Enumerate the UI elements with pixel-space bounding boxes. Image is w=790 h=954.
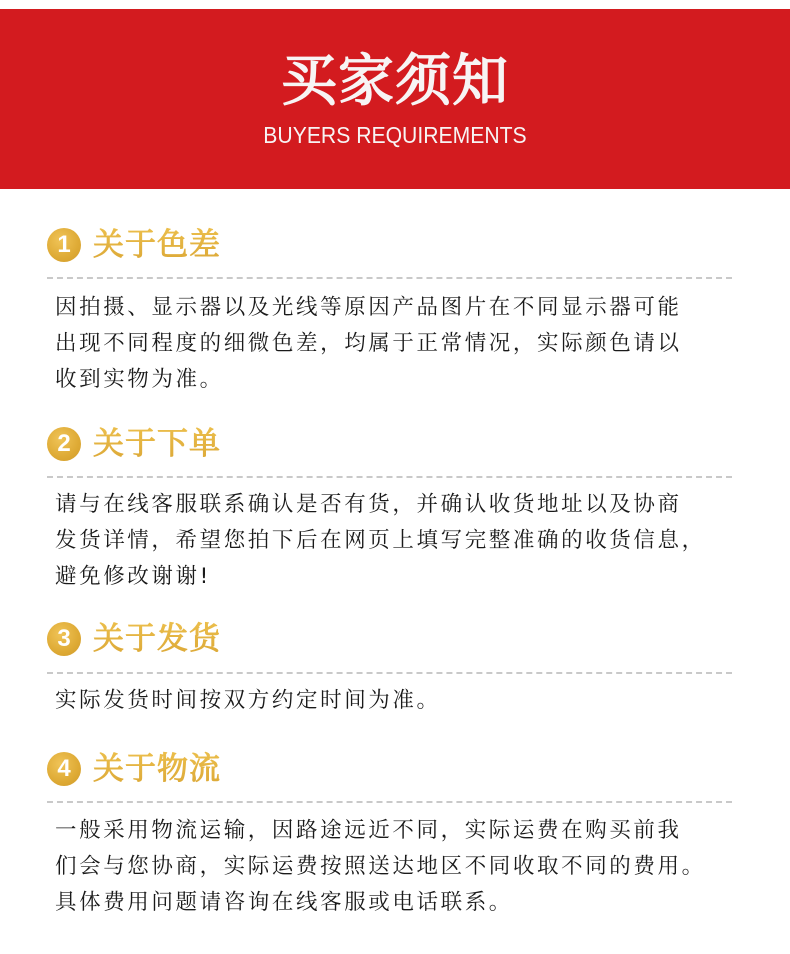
section-header [47,226,221,264]
body-line: 请与在线客服联系确认是否有货，并确认收货地址以及协商 [55,492,682,517]
body-line: 收到实物为准。 [55,367,224,392]
dashed-divider [47,672,732,674]
section-header [47,750,221,788]
number-badge-icon: 2 [47,427,81,461]
dashed-divider [47,277,732,279]
banner-title: 买家须知 [281,49,509,114]
body-line: 出现不同程度的细微色差，均属于正常情况，实际颜色请以 [55,331,682,356]
body-line: 一般采用物流运输，因路途远近不同，实际运费在购买前我 [55,818,682,843]
section-title: 关于下单 [93,426,221,462]
section-title: 关于发货 [93,621,221,657]
section-body [55,813,755,921]
body-line: 避免修改谢谢! [55,564,211,589]
section-title: 关于色差 [93,227,221,263]
body-line: 发货详情，希望您拍下后在网页上填写完整准确的收货信息， [55,528,706,553]
number-badge-icon: 1 [47,228,81,262]
body-line: 们会与您协商，实际运费按照送达地区不同收取不同的费用。 [55,854,706,879]
body-line: 实际发货时间按双方约定时间为准。 [55,688,441,713]
body-line: 因拍摄、显示器以及光线等原因产品图片在不同显示器可能 [55,295,682,320]
dashed-divider [47,801,732,803]
section-header [47,620,221,658]
section-body [55,290,755,398]
number-badge-icon: 3 [47,622,81,656]
section-title: 关于物流 [93,751,221,787]
body-line: 具体费用问题请咨询在线客服或电话联系。 [55,890,513,915]
dashed-divider [47,476,732,478]
header-banner [0,9,790,189]
section-header [47,425,221,463]
section-body [55,683,755,719]
banner-subtitle: BUYERS REQUIREMENTS [263,122,527,148]
number-badge-icon: 4 [47,752,81,786]
section-body [55,487,755,595]
